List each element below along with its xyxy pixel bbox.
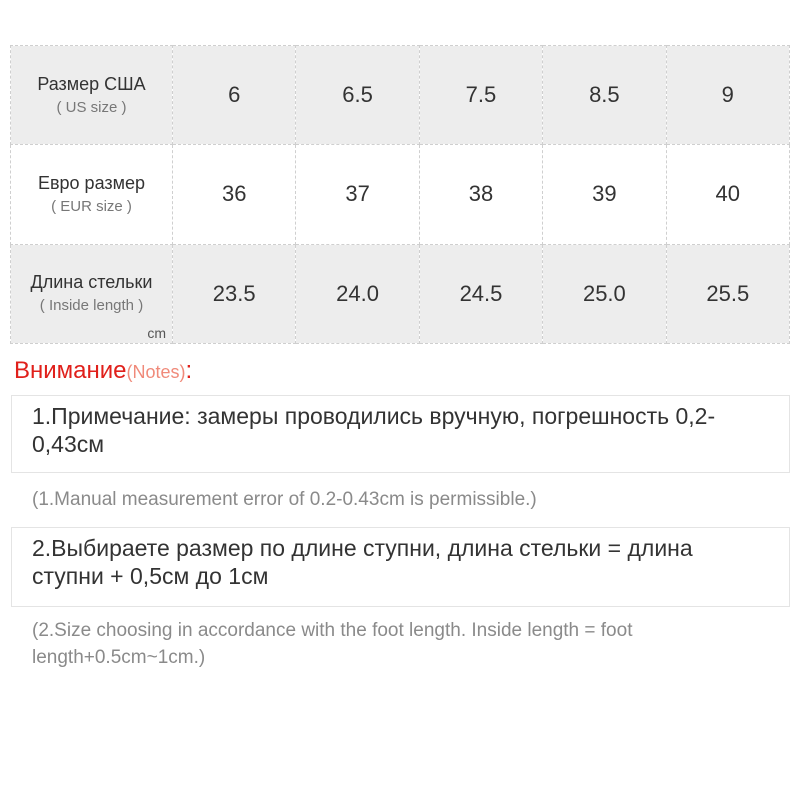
size-cell [173,244,296,343]
size-cell [173,145,296,244]
notes-heading-en: (Notes) [126,362,186,382]
size-value: 24.0 [336,280,379,306]
size-cell [296,145,419,244]
inside-length-row [11,244,790,343]
notes-heading-ru: Внимание [14,357,127,384]
size-cell [666,46,789,145]
size-cell [543,46,666,145]
row-subtitle: ( Inside length ) [39,297,144,315]
size-value: 6.5 [342,82,373,108]
note-1-text: 1.Примечание: замеры проводились вручную, погрешность 0,2-0,43см [32,403,716,457]
size-value: 8.5 [589,82,620,108]
size-value: 9 [721,82,734,108]
row-label-cell [11,46,173,145]
size-value: 37 [345,181,370,207]
row-subtitle: ( EUR size ) [51,197,132,215]
size-cell [419,244,542,343]
note-1-box [11,395,790,473]
size-cell [543,244,666,343]
note-2-box [11,527,790,607]
note-1-english: (1.Manual measurement error of 0.2-0.43cm is permissible.) [32,489,537,510]
row-label-cell [11,244,173,343]
size-cell [666,244,789,343]
row-subtitle: ( US size ) [56,98,127,116]
size-value: 25.0 [582,280,626,306]
unit-label: cm [147,325,166,341]
us-size-row [11,46,790,145]
size-value: 38 [468,181,494,207]
size-cell [296,244,419,343]
size-value: 40 [715,181,741,207]
size-cell [419,46,542,145]
size-cell [173,46,296,145]
size-value: 7.5 [465,82,497,108]
size-value: 23.5 [212,280,256,306]
note-2-english: (2.Size choosing in accordance with the foot length. Inside length = foot length+0.5cm~1cm.) [32,620,633,668]
size-value: 25.5 [706,280,750,306]
size-cell [296,46,419,145]
eur-size-row [11,145,790,244]
size-cell [419,145,542,244]
notes-heading [14,356,192,387]
size-value: 6 [228,82,241,108]
size-cell [543,145,666,244]
size-value: 39 [592,181,617,207]
size-cell [666,145,789,244]
size-value: 24.5 [459,280,503,306]
size-chart-table [10,45,790,344]
size-value: 36 [221,181,247,207]
row-title: Длина стельки [30,272,153,293]
row-label-cell [11,145,173,244]
note-2-text: 2.Выбираете размер по длине ступни, длина стельки = длина ступни + 0,5см до 1см [32,535,693,589]
row-title: Евро размер [37,172,146,193]
notes-heading-colon: : [185,357,193,384]
row-title: Размер США [37,73,146,94]
